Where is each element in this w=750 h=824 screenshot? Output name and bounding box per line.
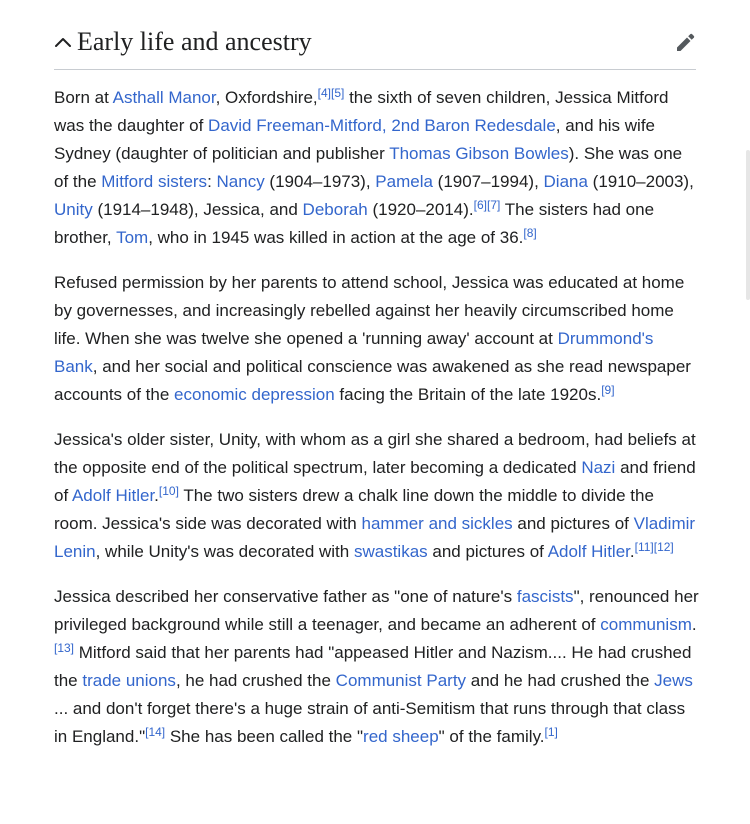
text-run: Refused permission by her parents to attend school, Jessica was educated at home by governesses, and increasingly rebelled against her heavily circumscribed home life. When she was twelve she opened a 'running away' account at — [54, 273, 685, 348]
citation — [635, 540, 654, 554]
text-run: facing the Britain of the late 1920s. — [334, 385, 602, 404]
text-run: . — [691, 615, 697, 634]
article-link[interactable]: Adolf Hitler — [71, 486, 155, 505]
article-link[interactable]: Unity — [54, 200, 93, 219]
text-run: Jessica described her conservative father as "one of nature's — [54, 587, 517, 606]
article-link[interactable]: Diana — [543, 172, 588, 191]
text-run: The sisters had one brother, — [54, 200, 655, 247]
text-run: ... and don't forget there's a huge strain of anti-Semitism that runs through that class in England." — [54, 699, 686, 746]
article-link[interactable]: Tom — [116, 228, 149, 247]
article-link[interactable]: swastikas — [353, 542, 428, 561]
chevron-up-icon[interactable] — [54, 34, 72, 52]
text-run: and he had crushed the — [466, 671, 655, 690]
citation — [654, 540, 674, 554]
text-run: Born at — [54, 88, 113, 107]
text-run: , while Unity's was decorated with — [95, 542, 354, 561]
section-title: Early life and ancestry — [77, 27, 312, 56]
article-link[interactable]: David Freeman-Mitford, 2nd Baron Redesdale — [208, 116, 556, 135]
article-link[interactable]: Mitford sisters — [101, 172, 208, 191]
text-run: the sixth of seven children, Jessica Mitford was the daughter of — [54, 88, 669, 135]
text-run: and pictures of — [512, 514, 634, 533]
citation-link[interactable]: [13] — [54, 641, 75, 655]
citation-link[interactable]: [7] — [486, 198, 501, 212]
citation-link[interactable]: [1] — [544, 725, 558, 739]
text-run: (1920–2014). — [367, 200, 474, 219]
citation — [145, 725, 165, 739]
paragraph — [54, 426, 700, 566]
article-link[interactable]: Nazi — [581, 458, 616, 477]
article-link[interactable]: fascists — [516, 587, 574, 606]
citation-link[interactable]: [8] — [523, 226, 537, 240]
text-run: (1910–2003), — [587, 172, 694, 191]
text-run: : — [207, 172, 217, 191]
article-link[interactable]: Vladimir Lenin — [54, 514, 696, 561]
text-run: Jessica's older sister, Unity, with whom as a girl she shared a bedroom, had beliefs at the opposite end of the political spectrum, later becoming a dedicated — [54, 430, 696, 477]
article-link[interactable]: communism — [600, 615, 692, 634]
text-run: ", renounced her privileged background while still a teenager, and became an adherent of — [54, 587, 699, 634]
text-run: , who in 1945 was killed in action at the age of 36. — [148, 228, 524, 247]
citation — [331, 86, 344, 100]
section-header — [54, 22, 696, 70]
citation-link[interactable]: [10] — [158, 484, 179, 498]
article-link[interactable]: Pamela — [375, 172, 433, 191]
text-run: The two sisters drew a chalk line down the middle to divide the room. Jessica's side was decorated with — [54, 486, 654, 533]
article-link[interactable]: trade unions — [82, 671, 176, 690]
article-link[interactable]: economic depression — [174, 385, 335, 404]
citation-link[interactable]: [11] — [634, 540, 654, 554]
citation — [54, 641, 74, 655]
text-run: Mitford said that her parents had "appeased Hitler and Nazism.... He had crushed the — [54, 643, 692, 690]
text-run: , he had crushed the — [175, 671, 336, 690]
article-link[interactable]: Communist Party — [335, 671, 467, 690]
citation-link[interactable]: [5] — [331, 86, 345, 100]
citation-link[interactable]: [12] — [653, 540, 674, 554]
scrollbar[interactable] — [746, 150, 750, 300]
article-link[interactable]: Deborah — [302, 200, 368, 219]
article-link[interactable]: Nancy — [216, 172, 265, 191]
citation-link[interactable]: [4] — [317, 86, 331, 100]
text-run: and pictures of — [427, 542, 548, 561]
text-run: . — [154, 486, 159, 505]
citation — [545, 725, 558, 739]
text-run: (1904–1973), — [264, 172, 376, 191]
article-link[interactable]: Jews — [654, 671, 693, 690]
citation-link[interactable]: [6] — [473, 198, 487, 212]
citation-link[interactable]: [14] — [145, 725, 166, 739]
paragraph — [54, 269, 700, 409]
article-content — [54, 84, 700, 768]
text-run: (1914–1948), Jessica, and — [92, 200, 303, 219]
citation — [159, 484, 179, 498]
citation — [523, 226, 536, 240]
article-link[interactable]: Adolf Hitler — [547, 542, 630, 561]
article-link[interactable]: Thomas Gibson Bowles — [389, 144, 569, 163]
citation — [474, 198, 487, 212]
text-run: " of the family. — [438, 727, 545, 746]
citation — [318, 86, 331, 100]
text-run: , and his wife Sydney (daughter of politician and publisher — [54, 116, 656, 163]
text-run: . — [629, 542, 635, 561]
citation — [601, 383, 614, 397]
article-link[interactable]: Asthall Manor — [112, 88, 216, 107]
citation-link[interactable]: [9] — [601, 383, 615, 397]
article-link[interactable]: red sheep — [363, 727, 439, 746]
article-link[interactable]: hammer and sickles — [361, 514, 513, 533]
text-run: , Oxfordshire, — [215, 88, 318, 107]
text-run: and friend of — [54, 458, 696, 505]
citation — [487, 198, 500, 212]
article-link[interactable]: Drummond's Bank — [54, 329, 654, 376]
paragraph — [54, 84, 700, 252]
paragraph — [54, 583, 700, 751]
text-run: , and her social and political conscience was awakened as she read newspaper accounts of the — [54, 357, 691, 404]
text-run: She has been called the " — [165, 727, 364, 746]
pencil-icon[interactable] — [674, 32, 696, 54]
text-run: ). She was one of the — [54, 144, 683, 191]
text-run: (1907–1994), — [432, 172, 544, 191]
